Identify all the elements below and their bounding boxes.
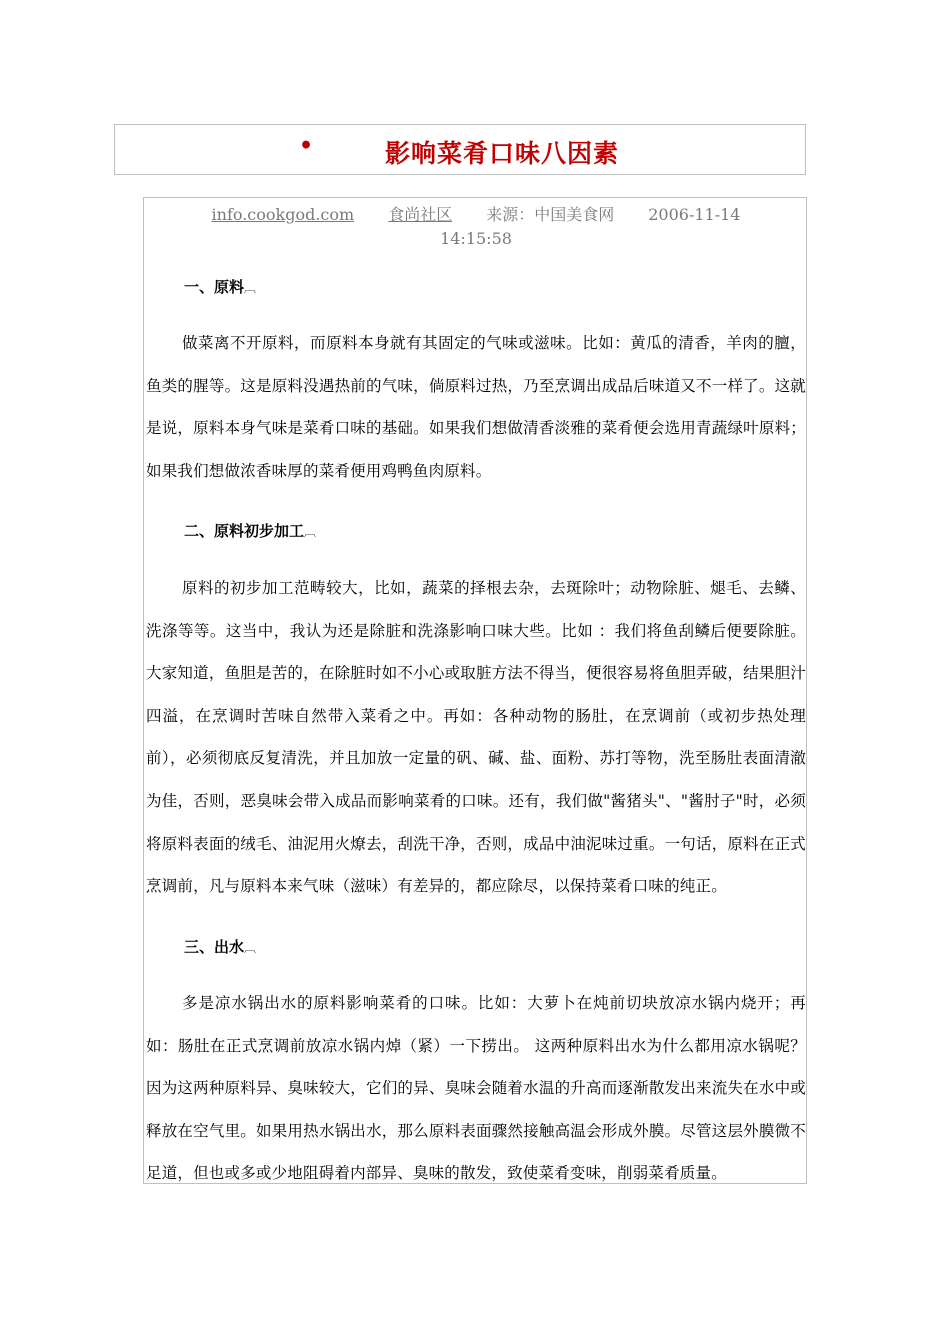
source-label: 来源：中国美食网	[486, 205, 615, 224]
title-box	[114, 124, 806, 175]
section-heading-text: 三、出水	[184, 938, 245, 956]
section-heading-2	[184, 520, 316, 541]
page-title: 影响菜肴口味八因素	[385, 139, 620, 168]
section-paragraph-3: 多是凉水锅出水的原料影响菜肴的口味。比如：大萝卜在炖前切块放凉水锅内烧开；再如：肠肚在正式烹调前放凉水锅内焯（紧）一下捞出。 这两种原料出水为什么都用凉水锅呢？因为这两种原料异、臭味较大，它们的异、臭味会随着水温的升高而逐渐散发出来流失在水中或释放在空气里。如果用热水锅出水，那么原料表面骤然接触高温会形成外膜。尽管这层外膜微不足道，但也或多或少地阻碍着内部异、臭味的散发，致使菜肴变味，削弱菜肴质量。	[146, 994, 806, 1183]
section-heading-text: 二、原料初步加工	[184, 522, 305, 540]
heading-mark: ︹	[244, 281, 257, 295]
heading-mark: ︹	[244, 941, 257, 955]
community-link[interactable]: 食尚社区	[388, 205, 453, 224]
site-link[interactable]: info.cookgod.com	[211, 205, 355, 224]
section-heading-1	[184, 276, 256, 297]
title-bullet: •	[299, 133, 314, 159]
section-heading-3	[184, 936, 256, 957]
section-paragraph-1: 做菜离不开原料，而原料本身就有其固定的气味或滋味。比如：黄瓜的清香，羊肉的膻，鱼类的腥等。这是原料没遇热前的气味，倘原料过热，乃至烹调出成品后味道又不一样了。这就是说，原料本身气味是菜肴口味的基础。如果我们想做清香淡雅的菜肴便会选用青蔬绿叶原料；如果我们想做浓香味厚的菜肴便用鸡鸭鱼肉原料。	[146, 334, 806, 480]
article-box	[143, 197, 807, 1184]
heading-mark: ︹	[304, 525, 317, 539]
publish-time: 14:15:58	[440, 229, 512, 248]
article-meta	[144, 203, 808, 251]
publish-date: 2006-11-14	[648, 205, 741, 224]
section-heading-text: 一、原料	[184, 278, 245, 296]
section-paragraph-2: 原料的初步加工范畴较大，比如，蔬菜的择根去杂，去斑除叶；动物除脏、煺毛、去鳞、洗涤等等。这当中，我认为还是除脏和洗涤影响口味大些。比如 ：我们将鱼刮鳞后便要除脏。大家知道，鱼胆是苦的，在除脏时如不小心或取脏方法不得当，便很容易将鱼胆弄破，结果胆汁四溢，在烹调时苦味自然带入菜肴之中。再如：各种动物的肠肚，在烹调前（或初步热处理前），必须彻底反复清洗，并且加放一定量的矾、碱、盐、面粉、苏打等物，洗至肠肚表面清澈为佳，否则，恶臭味会带入成品而影响菜肴的口味。还有，我们做"酱猪头"、"酱肘子"时，必须将原料表面的绒毛、油泥用火燎去，刮洗干净，否则，成品中油泥味过重。一句话，原料在正式烹调前，凡与原料本来气味（滋味）有差异的，都应除尽，以保持菜肴口味的纯正。	[146, 579, 806, 896]
